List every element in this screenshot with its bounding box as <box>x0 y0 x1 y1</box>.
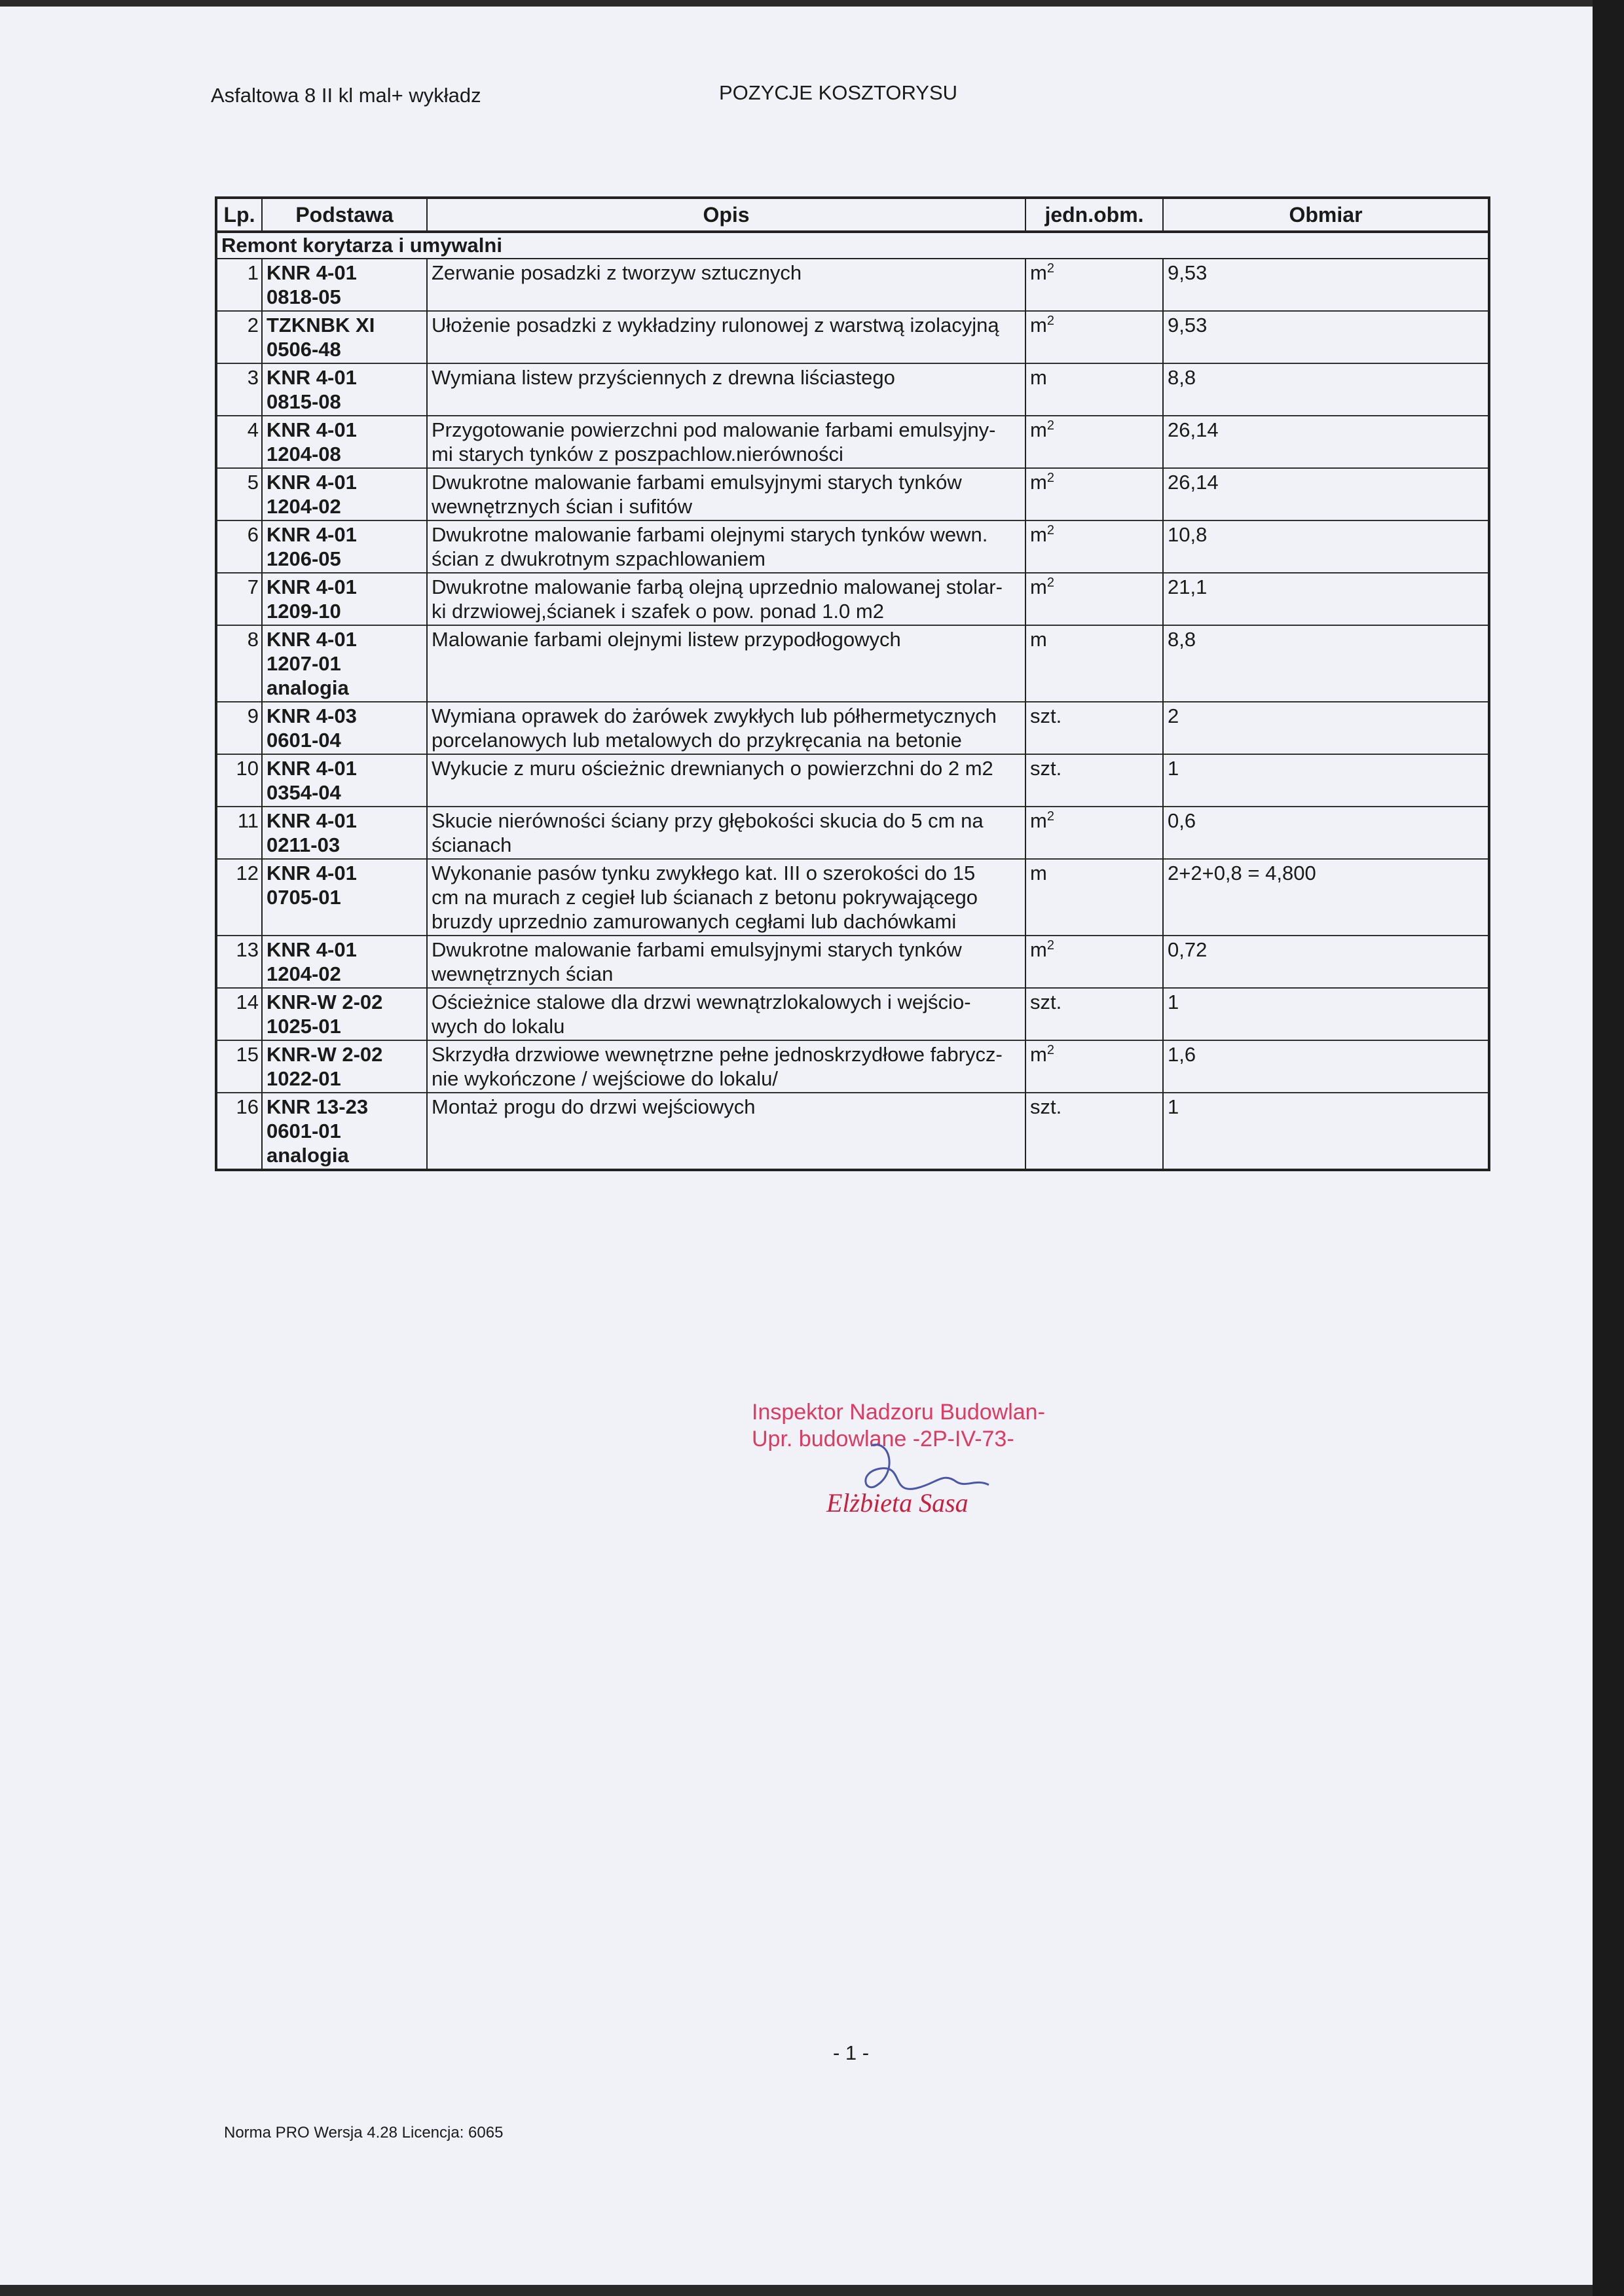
stamp-line-2: Upr. budowlane -2P-IV-73- <box>752 1427 1014 1451</box>
row-quantity: 21,1 <box>1163 573 1489 625</box>
base-line: KNR 4-01 <box>267 757 357 780</box>
row-quantity: 26,14 <box>1163 468 1489 520</box>
table-row <box>216 625 1489 702</box>
table-row <box>216 702 1489 754</box>
description-line: wych do lokalu <box>432 1015 565 1038</box>
row-number: 8 <box>216 625 262 702</box>
description-line: Dwukrotne malowanie farbami emulsyjnymi starych tynków <box>432 938 962 961</box>
unit-symbol: m <box>1030 418 1047 441</box>
base-line: 1207-01 <box>267 652 341 675</box>
row-number: 3 <box>216 363 262 416</box>
row-number: 12 <box>216 859 262 936</box>
table-row <box>216 311 1489 363</box>
description-line: Ościeżnice stalowe dla drzwi wewnątrzlokalowych i wejścio- <box>432 991 971 1013</box>
description-line: Wymiana oprawek do żarówek zwykłych lub półhermetycznych <box>432 704 997 727</box>
unit-symbol: szt. <box>1030 991 1062 1013</box>
unit-exponent: 2 <box>1046 1043 1054 1057</box>
base-line: KNR 4-01 <box>267 261 357 284</box>
unit-symbol: m <box>1030 1043 1047 1066</box>
row-unit <box>1025 1093 1163 1170</box>
unit-exponent: 2 <box>1046 418 1054 433</box>
row-description <box>427 702 1025 754</box>
base-line: 0705-01 <box>267 886 341 909</box>
base-line: 1204-08 <box>267 443 341 465</box>
row-base <box>262 988 427 1040</box>
column-header-base: Podstawa <box>262 198 427 232</box>
description-line: Dwukrotne malowanie farbami emulsyjnymi starych tynków <box>432 471 962 494</box>
base-line: 0506-48 <box>267 338 341 361</box>
row-unit <box>1025 520 1163 573</box>
table-row <box>216 807 1489 859</box>
row-unit <box>1025 807 1163 859</box>
description-line: Przygotowanie powierzchni pod malowanie farbami emulsyjny- <box>432 418 996 441</box>
table-row <box>216 363 1489 416</box>
base-line: KNR 13-23 <box>267 1095 369 1118</box>
table-row <box>216 936 1489 988</box>
description-line: wewnętrznych ścian <box>432 962 614 985</box>
base-line: KNR 4-01 <box>267 523 357 546</box>
base-line: 1209-10 <box>267 600 341 623</box>
base-line: 1204-02 <box>267 495 341 518</box>
row-quantity: 10,8 <box>1163 520 1489 573</box>
row-quantity: 0,6 <box>1163 807 1489 859</box>
base-line: 0601-01 <box>267 1120 341 1142</box>
base-line: KNR 4-01 <box>267 418 357 441</box>
row-number: 6 <box>216 520 262 573</box>
description-line: Skrzydła drzwiowe wewnętrzne pełne jednoskrzydłowe fabrycz- <box>432 1043 1003 1066</box>
software-footer: Norma PRO Wersja 4.28 Licencja: 6065 <box>224 2124 504 2141</box>
base-line: 0211-03 <box>267 833 341 856</box>
base-line: KNR 4-01 <box>267 628 357 651</box>
column-header-unit: jedn.obm. <box>1025 198 1163 232</box>
row-unit <box>1025 754 1163 807</box>
description-line: mi starych tynków z poszpachlow.nierówności <box>432 443 843 465</box>
cost-estimate-table <box>215 196 1490 1171</box>
row-base <box>262 416 427 468</box>
row-number: 16 <box>216 1093 262 1170</box>
stamp-signatory-name: Elżbieta Sasa <box>826 1488 969 1518</box>
row-description <box>427 520 1025 573</box>
row-base <box>262 311 427 363</box>
row-quantity: 9,53 <box>1163 259 1489 311</box>
row-quantity: 0,72 <box>1163 936 1489 988</box>
description-line: Wykonanie pasów tynku zwykłego kat. III o szerokości do 15 <box>432 862 976 884</box>
row-description <box>427 363 1025 416</box>
unit-symbol: m <box>1030 366 1047 389</box>
base-line: 1204-02 <box>267 962 341 985</box>
row-number: 10 <box>216 754 262 807</box>
row-description <box>427 936 1025 988</box>
row-unit <box>1025 416 1163 468</box>
base-line: 0601-04 <box>267 729 341 752</box>
base-line: KNR 4-01 <box>267 862 357 884</box>
row-unit <box>1025 625 1163 702</box>
base-line: KNR-W 2-02 <box>267 1043 383 1066</box>
row-number: 11 <box>216 807 262 859</box>
unit-exponent: 2 <box>1046 809 1054 824</box>
stamp-line-1: Inspektor Nadzoru Budowlan- <box>752 1400 1045 1425</box>
unit-exponent: 2 <box>1046 575 1054 590</box>
row-quantity: 2 <box>1163 702 1489 754</box>
row-base <box>262 363 427 416</box>
base-line: 1025-01 <box>267 1015 341 1038</box>
column-header-quantity: Obmiar <box>1163 198 1489 232</box>
row-base <box>262 754 427 807</box>
description-line: ścianach <box>432 833 512 856</box>
unit-exponent: 2 <box>1046 261 1054 276</box>
description-line: Dwukrotne malowanie farbą olejną uprzednio malowanej stolar- <box>432 575 1003 598</box>
base-line: KNR 4-01 <box>267 809 357 832</box>
description-line: wewnętrznych ścian i sufitów <box>432 495 692 518</box>
row-quantity: 2+2+0,8 = 4,800 <box>1163 859 1489 936</box>
row-base <box>262 859 427 936</box>
row-number: 13 <box>216 936 262 988</box>
description-line: Dwukrotne malowanie farbami olejnymi starych tynków wewn. <box>432 523 988 546</box>
description-line: bruzdy uprzednio zamurowanych cegłami lub dachówkami <box>432 910 957 933</box>
row-base <box>262 468 427 520</box>
unit-symbol: m <box>1030 809 1047 832</box>
row-base <box>262 625 427 702</box>
table-row <box>216 1040 1489 1093</box>
row-number: 2 <box>216 311 262 363</box>
table-row <box>216 988 1489 1040</box>
row-quantity: 1 <box>1163 988 1489 1040</box>
unit-symbol: m <box>1030 628 1047 651</box>
description-line: nie wykończone / wejściowe do lokalu/ <box>432 1067 778 1090</box>
row-base <box>262 259 427 311</box>
base-line: 1022-01 <box>267 1067 341 1090</box>
base-line: 0354-04 <box>267 781 341 804</box>
unit-symbol: m <box>1030 938 1047 961</box>
unit-exponent: 2 <box>1046 314 1054 328</box>
row-unit <box>1025 259 1163 311</box>
description-line: ki drzwiowej,ścianek i szafek o pow. ponad 1.0 m2 <box>432 600 884 623</box>
row-description <box>427 259 1025 311</box>
row-base <box>262 702 427 754</box>
column-header-lp: Lp. <box>216 198 262 232</box>
row-description <box>427 754 1025 807</box>
row-base <box>262 807 427 859</box>
row-base <box>262 1040 427 1093</box>
base-line: 0818-05 <box>267 285 341 308</box>
row-unit <box>1025 859 1163 936</box>
unit-symbol: szt. <box>1030 704 1062 727</box>
row-description <box>427 416 1025 468</box>
base-line: analogia <box>267 676 349 699</box>
scan-edge-right <box>1593 0 1624 2296</box>
row-quantity: 1 <box>1163 1093 1489 1170</box>
description-line: Ułożenie posadzki z wykładziny rulonowej z warstwą izolacyjną <box>432 314 999 337</box>
row-description <box>427 988 1025 1040</box>
description-line: porcelanowych lub metalowych do przykręcania na betonie <box>432 729 962 752</box>
description-line: Malowanie farbami olejnymi listew przypodłogowych <box>432 628 901 651</box>
row-unit <box>1025 363 1163 416</box>
unit-exponent: 2 <box>1046 938 1054 953</box>
description-line: ścian z dwukrotnym szpachlowaniem <box>432 547 766 570</box>
base-line: KNR 4-01 <box>267 938 357 961</box>
row-quantity: 8,8 <box>1163 625 1489 702</box>
table-row <box>216 754 1489 807</box>
row-description <box>427 859 1025 936</box>
document-title: POZYCJE KOSZTORYSU <box>719 81 958 104</box>
table-row <box>216 859 1489 936</box>
row-number: 7 <box>216 573 262 625</box>
description-line: Zerwanie posadzki z tworzyw sztucznych <box>432 261 802 284</box>
row-description <box>427 1040 1025 1093</box>
description-line: Wykucie z muru ościeżnic drewnianych o powierzchni do 2 m2 <box>432 757 993 780</box>
base-line: KNR 4-03 <box>267 704 357 727</box>
document-header-left: Asfaltowa 8 II kl mal+ wykładz <box>211 84 481 107</box>
row-description <box>427 468 1025 520</box>
row-description <box>427 807 1025 859</box>
row-quantity: 1 <box>1163 754 1489 807</box>
row-base <box>262 936 427 988</box>
base-line: 0815-08 <box>267 390 341 413</box>
row-quantity: 26,14 <box>1163 416 1489 468</box>
table-row <box>216 416 1489 468</box>
base-line: KNR 4-01 <box>267 366 357 389</box>
row-base <box>262 573 427 625</box>
row-base <box>262 1093 427 1170</box>
table-row <box>216 1093 1489 1170</box>
table-row <box>216 520 1489 573</box>
base-line: KNR 4-01 <box>267 575 357 598</box>
column-header-description: Opis <box>427 198 1025 232</box>
description-line: Skucie nierówności ściany przy głębokości skucia do 5 cm na <box>432 809 984 832</box>
row-unit <box>1025 988 1163 1040</box>
row-unit <box>1025 468 1163 520</box>
row-number: 1 <box>216 259 262 311</box>
unit-symbol: m <box>1030 575 1047 598</box>
unit-symbol: m <box>1030 523 1047 546</box>
unit-symbol: m <box>1030 314 1047 337</box>
unit-symbol: m <box>1030 261 1047 284</box>
row-unit <box>1025 573 1163 625</box>
unit-exponent: 2 <box>1046 471 1054 485</box>
row-base <box>262 520 427 573</box>
unit-symbol: szt. <box>1030 1095 1062 1118</box>
section-row <box>216 232 1489 259</box>
row-description <box>427 573 1025 625</box>
row-description <box>427 311 1025 363</box>
row-unit <box>1025 702 1163 754</box>
description-line: Montaż progu do drzwi wejściowych <box>432 1095 756 1118</box>
row-number: 15 <box>216 1040 262 1093</box>
unit-symbol: m <box>1030 862 1047 884</box>
description-line: cm na murach z cegieł lub ścianach z betonu pokrywającego <box>432 886 978 909</box>
unit-symbol: szt. <box>1030 757 1062 780</box>
section-title: Remont korytarza i umywalni <box>216 232 1489 259</box>
base-line: TZKNBK XI <box>267 314 375 337</box>
table-row <box>216 259 1489 311</box>
row-number: 9 <box>216 702 262 754</box>
description-line: Wymiana listew przyściennych z drewna liściastego <box>432 366 895 389</box>
page-number: - 1 - <box>833 2041 870 2064</box>
row-quantity: 1,6 <box>1163 1040 1489 1093</box>
row-number: 14 <box>216 988 262 1040</box>
row-unit <box>1025 1040 1163 1093</box>
row-description <box>427 625 1025 702</box>
base-line: 1206-05 <box>267 547 341 570</box>
base-line: KNR 4-01 <box>267 471 357 494</box>
unit-exponent: 2 <box>1046 523 1054 538</box>
row-number: 4 <box>216 416 262 468</box>
table-row <box>216 573 1489 625</box>
row-unit <box>1025 311 1163 363</box>
base-line: analogia <box>267 1144 349 1167</box>
row-number: 5 <box>216 468 262 520</box>
scan-edge-top <box>0 0 1593 7</box>
row-unit <box>1025 936 1163 988</box>
scan-edge-bottom <box>0 2285 1593 2296</box>
row-description <box>427 1093 1025 1170</box>
row-quantity: 8,8 <box>1163 363 1489 416</box>
unit-symbol: m <box>1030 471 1047 494</box>
base-line: KNR-W 2-02 <box>267 991 383 1013</box>
row-quantity: 9,53 <box>1163 311 1489 363</box>
table-row <box>216 468 1489 520</box>
table-header-row <box>216 198 1489 232</box>
